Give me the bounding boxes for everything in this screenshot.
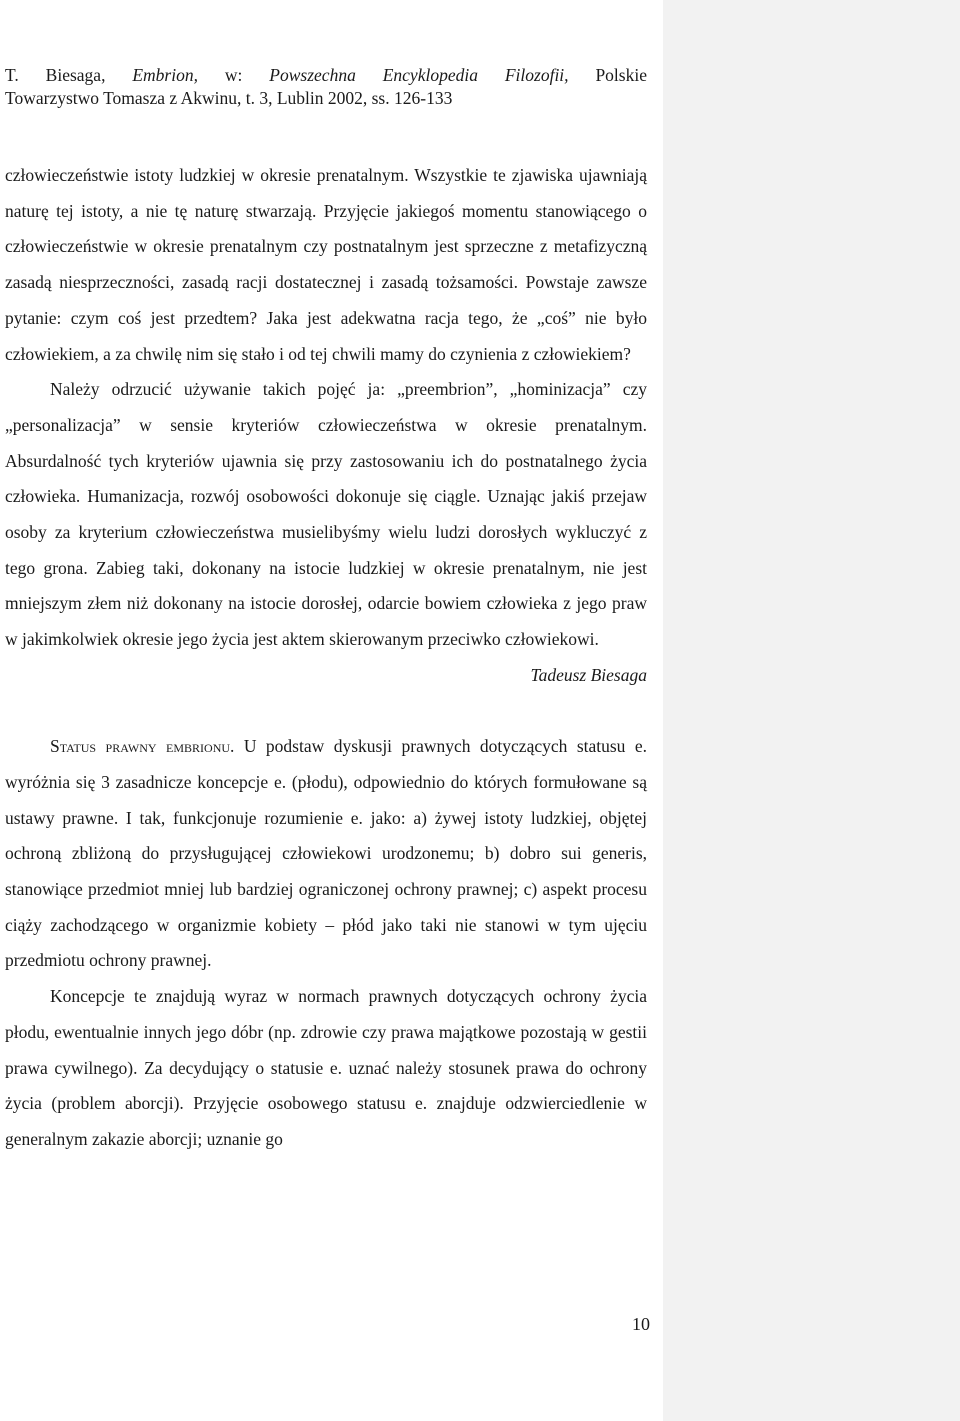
citation-title: Embrion, <box>132 65 198 85</box>
section-spacer <box>5 694 647 730</box>
page-number: 10 <box>632 1314 650 1334</box>
citation-header <box>5 64 647 110</box>
citation-publisher-start: Polskie <box>595 65 647 85</box>
paragraph-3 <box>5 729 647 979</box>
body-text <box>5 158 647 1158</box>
citation-line-1 <box>5 64 647 87</box>
citation-author: T. Biesaga, <box>5 65 106 85</box>
comment-margin <box>663 0 960 1421</box>
paragraph-3-text: U podstaw dyskusji prawnych dotyczących statusu e. wyróżnia się 3 zasadnicze koncepcje e. (płodu), odpowiednio do których formułowane są ustawy prawne. I tak, funkcjonuje rozumienie e. jako: a) żywej istoty ludzkiej, objętej ochroną zbliżoną do przysługującej człowiekowi urodzonemu; b) dobro sui generis, stanowiące przedmiot mniej lub bardziej ograniczonej ochrony prawnej; c) aspekt procesu ciąży zachodzącego w organizmie kobiety – płód jako taki nie stanowi w tym ujęciu przedmiotu ochrony prawnej. <box>5 736 648 971</box>
section-heading: Status prawny embrionu. <box>50 736 235 757</box>
paragraph-1: człowieczeństwie istoty ludzkiej w okresie prenatalnym. Wszystkie te zjawiska ujawniają naturę tej istoty, a nie tę naturę stwarzają. Przyjęcie jakiegoś momentu stanowiącego o człowieczeństwie w okresie prenatalnym czy postnatalnym jest sprzeczne z metafizyczną zasadą niesprzeczności, zasadą racji dostatecznej i zasadą tożsamości. Powstaje zawsze pytanie: czym coś jest przedtem? Jaka jest adekwatna racja tego, że „coś” nie było człowiekiem, a za chwilę nim się stało i od tej chwili mamy do czynienia z człowiekiem? <box>5 165 647 364</box>
author-signature: Tadeusz Biesaga <box>530 664 647 685</box>
citation-encyclopedia: Powszechna Encyklopedia Filozofii, <box>269 65 569 85</box>
paragraph-2: Należy odrzucić używanie takich pojęć ja: „preembrion”, „hominizacja” czy „personalizacja” w sensie kryteriów człowieczeństwa w okresie prenatalnym. Absurdalność tych kryteriów ujawnia się przy zastosowaniu ich do postnatalnego życia człowieka. Humanizacja, rozwój osobowości dokonuje się ciągle. Uznając jakiś przejaw osoby za kryterium człowieczeństwa musielibyśmy wielu ludzi dorosłych wykluczyć z tego grona. Zabieg taki, dokonany na istocie ludzkiej w okresie prenatalnym, nie jest mniejszym złem niż dokonany na istocie dorosłej, odarcie bowiem człowieka z jego praw w jakimkolwiek okresie jego życia jest aktem skierowanym przeciwko człowiekowi. <box>5 379 647 650</box>
citation-line-2: Towarzystwo Tomasza z Akwinu, t. 3, Lublin 2002, ss. 126-133 <box>5 88 453 108</box>
citation-w: w: <box>224 65 243 85</box>
paragraph-4: Koncepcje te znajdują wyraz w normach prawnych dotyczących ochrony życia płodu, ewentualnie innych jego dóbr (np. zdrowie czy prawa majątkowe pozostają w gestii prawa cywilnego). Za decydujący o statusie e. uznać należy stosunek prawa do ochrony życia (problem aborcji). Przyjęcie osobowego statusu e. znajduje odzwierciedlenie w generalnym zakazie aborcji; uznanie go <box>5 986 647 1149</box>
